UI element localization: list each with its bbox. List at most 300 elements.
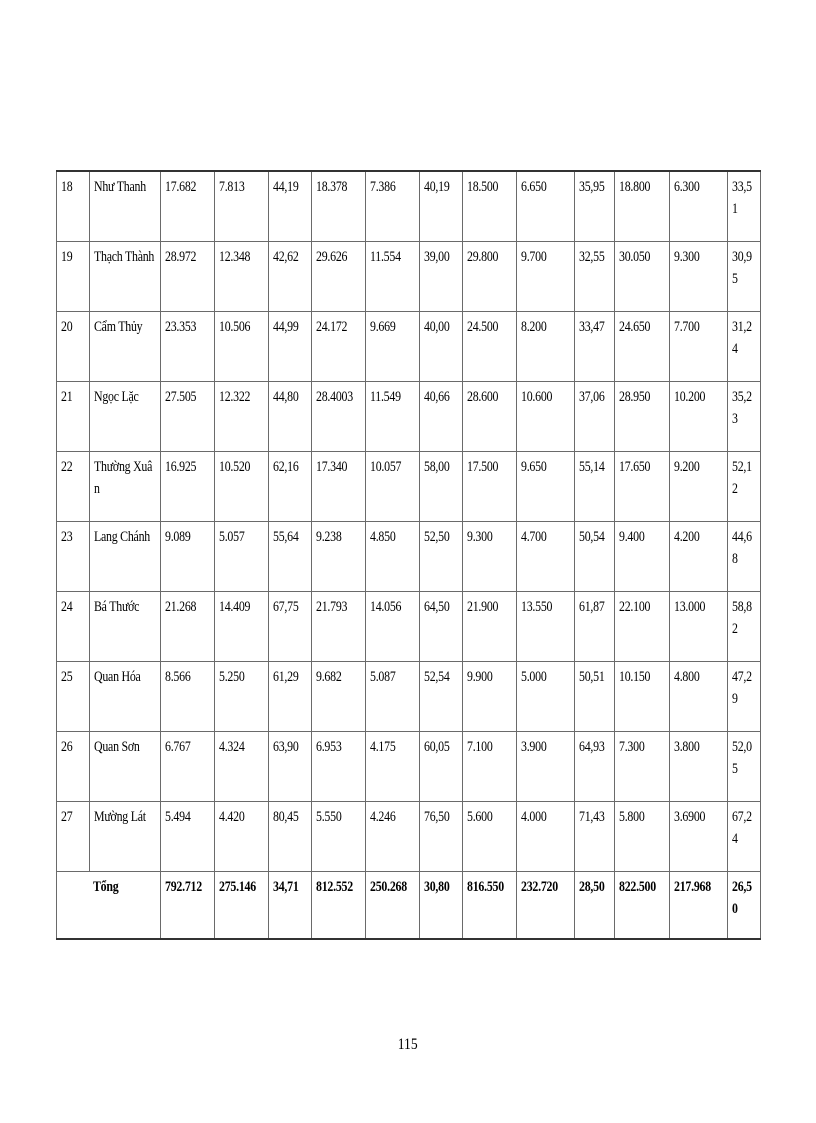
cell-text: 816.550 bbox=[467, 879, 504, 895]
cell-text: 23 bbox=[61, 529, 73, 545]
value-cell bbox=[728, 592, 761, 662]
cell-text: 8.200 bbox=[521, 319, 547, 335]
cell-text: 9.400 bbox=[619, 529, 645, 545]
value-cell bbox=[670, 592, 728, 662]
value-cell bbox=[575, 171, 615, 242]
cell-text: 64,50 bbox=[424, 599, 450, 615]
cell-text: 24.500 bbox=[467, 319, 499, 335]
value-cell bbox=[728, 662, 761, 732]
value-cell bbox=[269, 732, 312, 802]
value-cell bbox=[215, 452, 269, 522]
row-number-cell bbox=[57, 312, 90, 382]
value-cell bbox=[161, 242, 215, 312]
value-cell bbox=[615, 522, 670, 592]
cell-text: Cẩm Thủy bbox=[94, 319, 143, 335]
cell-text: 6.300 bbox=[674, 179, 700, 195]
total-value-cell bbox=[312, 872, 366, 940]
cell-text: 29.626 bbox=[316, 249, 348, 265]
value-cell bbox=[161, 592, 215, 662]
cell-text: Lang Chánh bbox=[94, 529, 150, 545]
cell-text: Như Thanh bbox=[94, 179, 146, 195]
value-cell bbox=[517, 452, 575, 522]
cell-text: 58,00 bbox=[424, 459, 450, 475]
district-name-cell bbox=[90, 522, 161, 592]
value-cell bbox=[312, 732, 366, 802]
cell-text: 17.650 bbox=[619, 459, 651, 475]
value-cell bbox=[615, 382, 670, 452]
value-cell bbox=[312, 382, 366, 452]
district-name-cell bbox=[90, 312, 161, 382]
cell-text: 12.348 bbox=[219, 249, 251, 265]
cell-text: 250.268 bbox=[370, 879, 407, 895]
cell-text: 7.700 bbox=[674, 319, 700, 335]
total-value-cell bbox=[575, 872, 615, 940]
value-cell bbox=[463, 382, 517, 452]
cell-text: 9.300 bbox=[674, 249, 700, 265]
cell-text: 5.250 bbox=[219, 669, 245, 685]
value-cell bbox=[366, 592, 420, 662]
cell-text: 10.200 bbox=[674, 389, 706, 405]
cell-text: 35,95 bbox=[579, 179, 605, 195]
cell-text: 52,50 bbox=[424, 529, 450, 545]
value-cell bbox=[670, 242, 728, 312]
table-row bbox=[57, 732, 761, 802]
cell-text: 9.238 bbox=[316, 529, 342, 545]
value-cell bbox=[161, 312, 215, 382]
value-cell bbox=[575, 522, 615, 592]
value-cell bbox=[670, 312, 728, 382]
cell-text: 9.650 bbox=[521, 459, 547, 475]
cell-text: 28.950 bbox=[619, 389, 651, 405]
cell-text: 26,50 bbox=[732, 879, 752, 917]
cell-text: 24 bbox=[61, 599, 73, 615]
value-cell bbox=[269, 382, 312, 452]
cell-text: 6.650 bbox=[521, 179, 547, 195]
district-name-cell bbox=[90, 732, 161, 802]
table-row bbox=[57, 802, 761, 872]
page-number bbox=[0, 1036, 816, 1054]
row-number-cell bbox=[57, 452, 90, 522]
cell-text: 14.409 bbox=[219, 599, 251, 615]
cell-text: 26 bbox=[61, 739, 73, 755]
value-cell bbox=[615, 171, 670, 242]
value-cell bbox=[615, 452, 670, 522]
total-value-cell bbox=[517, 872, 575, 940]
cell-text: 4.700 bbox=[521, 529, 547, 545]
value-cell bbox=[269, 802, 312, 872]
value-cell bbox=[312, 171, 366, 242]
value-cell bbox=[670, 522, 728, 592]
table-row bbox=[57, 662, 761, 732]
cell-text: Thạch Thành bbox=[94, 249, 155, 265]
value-cell bbox=[269, 452, 312, 522]
cell-text: 33,47 bbox=[579, 319, 605, 335]
cell-text: 4.324 bbox=[219, 739, 245, 755]
table-row bbox=[57, 171, 761, 242]
value-cell bbox=[161, 382, 215, 452]
cell-text: 24.650 bbox=[619, 319, 651, 335]
cell-text: 17.500 bbox=[467, 459, 499, 475]
value-cell bbox=[670, 732, 728, 802]
district-name-cell bbox=[90, 382, 161, 452]
value-cell bbox=[615, 662, 670, 732]
row-number-cell bbox=[57, 592, 90, 662]
cell-text: 7.300 bbox=[619, 739, 645, 755]
cell-text: 44,68 bbox=[732, 529, 752, 567]
cell-text: 30,95 bbox=[732, 249, 752, 287]
cell-text: 17.340 bbox=[316, 459, 348, 475]
district-name-cell bbox=[90, 171, 161, 242]
value-cell bbox=[420, 312, 463, 382]
cell-text: 37,06 bbox=[579, 389, 605, 405]
value-cell bbox=[420, 452, 463, 522]
value-cell bbox=[312, 452, 366, 522]
total-value-cell bbox=[728, 872, 761, 940]
cell-text: 12.322 bbox=[219, 389, 251, 405]
cell-text: 4.800 bbox=[674, 669, 700, 685]
cell-text: Thường Xuân bbox=[94, 459, 153, 497]
table-row bbox=[57, 592, 761, 662]
value-cell bbox=[615, 802, 670, 872]
value-cell bbox=[517, 171, 575, 242]
cell-text: 5.550 bbox=[316, 809, 342, 825]
row-number-cell bbox=[57, 732, 90, 802]
cell-text: 5.057 bbox=[219, 529, 245, 545]
value-cell bbox=[366, 522, 420, 592]
cell-text: 10.600 bbox=[521, 389, 553, 405]
value-cell bbox=[517, 312, 575, 382]
cell-text: Quan Sơn bbox=[94, 739, 140, 755]
row-number-cell bbox=[57, 802, 90, 872]
value-cell bbox=[215, 382, 269, 452]
cell-text: 13.000 bbox=[674, 599, 706, 615]
cell-text: 5.000 bbox=[521, 669, 547, 685]
district-name-cell bbox=[90, 802, 161, 872]
cell-text: 28.600 bbox=[467, 389, 499, 405]
row-number-cell bbox=[57, 171, 90, 242]
value-cell bbox=[366, 662, 420, 732]
cell-text: 7.100 bbox=[467, 739, 493, 755]
value-cell bbox=[420, 592, 463, 662]
cell-text: 17.682 bbox=[165, 179, 197, 195]
cell-text: 20 bbox=[61, 319, 73, 335]
cell-text: 9.300 bbox=[467, 529, 493, 545]
cell-text: 10.520 bbox=[219, 459, 251, 475]
value-cell bbox=[517, 522, 575, 592]
cell-text: 39,00 bbox=[424, 249, 450, 265]
value-cell bbox=[269, 522, 312, 592]
total-value-cell bbox=[463, 872, 517, 940]
cell-text: 71,43 bbox=[579, 809, 605, 825]
cell-text: 18.800 bbox=[619, 179, 651, 195]
cell-text: 812.552 bbox=[316, 879, 353, 895]
cell-text: 5.600 bbox=[467, 809, 493, 825]
cell-text: 52,54 bbox=[424, 669, 450, 685]
cell-text: 42,62 bbox=[273, 249, 299, 265]
value-cell bbox=[670, 171, 728, 242]
table-row bbox=[57, 382, 761, 452]
cell-text: Mường Lát bbox=[94, 809, 146, 825]
cell-text: Tổng bbox=[93, 879, 119, 895]
cell-text: 27.505 bbox=[165, 389, 197, 405]
cell-text: Ngọc Lặc bbox=[94, 389, 139, 405]
cell-text: 22.100 bbox=[619, 599, 651, 615]
value-cell bbox=[312, 312, 366, 382]
row-number-cell bbox=[57, 382, 90, 452]
table-body bbox=[57, 171, 761, 939]
value-cell bbox=[420, 382, 463, 452]
cell-text: 58,82 bbox=[732, 599, 752, 637]
cell-text: Bá Thước bbox=[94, 599, 140, 615]
value-cell bbox=[728, 382, 761, 452]
cell-text: 217.968 bbox=[674, 879, 711, 895]
value-cell bbox=[420, 171, 463, 242]
cell-text: 11.554 bbox=[370, 249, 401, 265]
value-cell bbox=[575, 452, 615, 522]
value-cell bbox=[463, 242, 517, 312]
cell-text: 9.089 bbox=[165, 529, 191, 545]
value-cell bbox=[463, 662, 517, 732]
value-cell bbox=[575, 382, 615, 452]
cell-text: 792.712 bbox=[165, 879, 202, 895]
cell-text: 4.000 bbox=[521, 809, 547, 825]
cell-text: 5.494 bbox=[165, 809, 191, 825]
cell-text: 5.087 bbox=[370, 669, 396, 685]
value-cell bbox=[312, 522, 366, 592]
page-number-text: 115 bbox=[398, 1036, 418, 1053]
value-cell bbox=[463, 522, 517, 592]
cell-text: 28.4003 bbox=[316, 389, 353, 405]
cell-text: 9.682 bbox=[316, 669, 342, 685]
cell-text: 10.057 bbox=[370, 459, 402, 475]
value-cell bbox=[728, 732, 761, 802]
value-cell bbox=[670, 382, 728, 452]
value-cell bbox=[670, 452, 728, 522]
value-cell bbox=[728, 802, 761, 872]
cell-text: 6.767 bbox=[165, 739, 191, 755]
value-cell bbox=[366, 382, 420, 452]
value-cell bbox=[420, 242, 463, 312]
total-value-cell bbox=[215, 872, 269, 940]
value-cell bbox=[366, 452, 420, 522]
district-name-cell bbox=[90, 592, 161, 662]
cell-text: 67,24 bbox=[732, 809, 752, 847]
total-value-cell bbox=[161, 872, 215, 940]
cell-text: 3.800 bbox=[674, 739, 700, 755]
cell-text: 29.800 bbox=[467, 249, 499, 265]
value-cell bbox=[575, 242, 615, 312]
cell-text: 232.720 bbox=[521, 879, 558, 895]
value-cell bbox=[161, 802, 215, 872]
value-cell bbox=[670, 662, 728, 732]
cell-text: 33,51 bbox=[732, 179, 752, 217]
cell-text: 80,45 bbox=[273, 809, 299, 825]
value-cell bbox=[463, 802, 517, 872]
cell-text: 4.850 bbox=[370, 529, 396, 545]
cell-text: 7.386 bbox=[370, 179, 396, 195]
table-row bbox=[57, 312, 761, 382]
value-cell bbox=[517, 242, 575, 312]
cell-text: 35,23 bbox=[732, 389, 752, 427]
value-cell bbox=[575, 662, 615, 732]
total-value-cell bbox=[420, 872, 463, 940]
cell-text: 40,19 bbox=[424, 179, 450, 195]
total-value-cell bbox=[269, 872, 312, 940]
value-cell bbox=[463, 452, 517, 522]
cell-text: 5.800 bbox=[619, 809, 645, 825]
cell-text: 10.150 bbox=[619, 669, 651, 685]
cell-text: 30.050 bbox=[619, 249, 651, 265]
cell-text: 25 bbox=[61, 669, 73, 685]
row-number-cell bbox=[57, 522, 90, 592]
value-cell bbox=[366, 171, 420, 242]
value-cell bbox=[312, 802, 366, 872]
cell-text: 50,54 bbox=[579, 529, 605, 545]
cell-text: 61,87 bbox=[579, 599, 605, 615]
cell-text: 4.200 bbox=[674, 529, 700, 545]
cell-text: 14.056 bbox=[370, 599, 402, 615]
value-cell bbox=[728, 242, 761, 312]
cell-text: 23.353 bbox=[165, 319, 197, 335]
cell-text: 28,50 bbox=[579, 879, 605, 895]
value-cell bbox=[420, 662, 463, 732]
cell-text: 21.793 bbox=[316, 599, 348, 615]
value-cell bbox=[575, 592, 615, 662]
cell-text: 22 bbox=[61, 459, 73, 475]
cell-text: 64,93 bbox=[579, 739, 605, 755]
cell-text: 55,64 bbox=[273, 529, 299, 545]
value-cell bbox=[312, 242, 366, 312]
district-name-cell bbox=[90, 242, 161, 312]
value-cell bbox=[728, 312, 761, 382]
cell-text: 40,00 bbox=[424, 319, 450, 335]
cell-text: 34,71 bbox=[273, 879, 299, 895]
cell-text: 76,50 bbox=[424, 809, 450, 825]
value-cell bbox=[517, 662, 575, 732]
cell-text: 44,19 bbox=[273, 179, 299, 195]
cell-text: 9.669 bbox=[370, 319, 396, 335]
cell-text: 32,55 bbox=[579, 249, 605, 265]
cell-text: 28.972 bbox=[165, 249, 197, 265]
value-cell bbox=[728, 452, 761, 522]
cell-text: 30,80 bbox=[424, 879, 450, 895]
cell-text: 4.175 bbox=[370, 739, 396, 755]
cell-text: 21 bbox=[61, 389, 73, 405]
value-cell bbox=[517, 382, 575, 452]
value-cell bbox=[312, 592, 366, 662]
cell-text: 7.813 bbox=[219, 179, 245, 195]
cell-text: 21.268 bbox=[165, 599, 197, 615]
value-cell bbox=[161, 171, 215, 242]
value-cell bbox=[269, 312, 312, 382]
value-cell bbox=[366, 312, 420, 382]
cell-text: 52,05 bbox=[732, 739, 752, 777]
cell-text: 3.900 bbox=[521, 739, 547, 755]
value-cell bbox=[615, 732, 670, 802]
cell-text: 6.953 bbox=[316, 739, 342, 755]
value-cell bbox=[575, 732, 615, 802]
value-cell bbox=[615, 592, 670, 662]
value-cell bbox=[161, 522, 215, 592]
cell-text: 8.566 bbox=[165, 669, 191, 685]
total-value-cell bbox=[615, 872, 670, 940]
value-cell bbox=[615, 242, 670, 312]
cell-text: 44,99 bbox=[273, 319, 299, 335]
cell-text: 19 bbox=[61, 249, 73, 265]
cell-text: 47,29 bbox=[732, 669, 752, 707]
statistics-table bbox=[56, 170, 761, 940]
value-cell bbox=[728, 171, 761, 242]
cell-text: 40,66 bbox=[424, 389, 450, 405]
cell-text: 18.500 bbox=[467, 179, 499, 195]
value-cell bbox=[517, 732, 575, 802]
total-label-cell bbox=[57, 872, 161, 940]
value-cell bbox=[615, 312, 670, 382]
value-cell bbox=[670, 802, 728, 872]
value-cell bbox=[269, 242, 312, 312]
cell-text: Quan Hóa bbox=[94, 669, 141, 685]
cell-text: 55,14 bbox=[579, 459, 605, 475]
total-row bbox=[57, 872, 761, 940]
cell-text: 44,80 bbox=[273, 389, 299, 405]
value-cell bbox=[269, 171, 312, 242]
row-number-cell bbox=[57, 242, 90, 312]
cell-text: 4.420 bbox=[219, 809, 245, 825]
cell-text: 13.550 bbox=[521, 599, 553, 615]
cell-text: 52,12 bbox=[732, 459, 752, 497]
value-cell bbox=[575, 802, 615, 872]
cell-text: 61,29 bbox=[273, 669, 299, 685]
value-cell bbox=[463, 171, 517, 242]
cell-text: 18.378 bbox=[316, 179, 348, 195]
cell-text: 18 bbox=[61, 179, 73, 195]
value-cell bbox=[269, 592, 312, 662]
cell-text: 27 bbox=[61, 809, 73, 825]
value-cell bbox=[215, 662, 269, 732]
value-cell bbox=[366, 732, 420, 802]
value-cell bbox=[420, 802, 463, 872]
value-cell bbox=[420, 522, 463, 592]
table-row bbox=[57, 522, 761, 592]
value-cell bbox=[215, 242, 269, 312]
cell-text: 9.900 bbox=[467, 669, 493, 685]
cell-text: 9.200 bbox=[674, 459, 700, 475]
cell-text: 60,05 bbox=[424, 739, 450, 755]
value-cell bbox=[575, 312, 615, 382]
value-cell bbox=[366, 802, 420, 872]
value-cell bbox=[215, 522, 269, 592]
cell-text: 10.506 bbox=[219, 319, 251, 335]
value-cell bbox=[728, 522, 761, 592]
value-cell bbox=[517, 802, 575, 872]
table-row bbox=[57, 242, 761, 312]
value-cell bbox=[312, 662, 366, 732]
cell-text: 50,51 bbox=[579, 669, 605, 685]
cell-text: 67,75 bbox=[273, 599, 299, 615]
value-cell bbox=[420, 732, 463, 802]
cell-text: 3.6900 bbox=[674, 809, 706, 825]
district-name-cell bbox=[90, 452, 161, 522]
value-cell bbox=[161, 452, 215, 522]
district-name-cell bbox=[90, 662, 161, 732]
cell-text: 4.246 bbox=[370, 809, 396, 825]
cell-text: 16.925 bbox=[165, 459, 197, 475]
value-cell bbox=[366, 242, 420, 312]
value-cell bbox=[517, 592, 575, 662]
value-cell bbox=[215, 171, 269, 242]
cell-text: 11.549 bbox=[370, 389, 401, 405]
value-cell bbox=[463, 732, 517, 802]
